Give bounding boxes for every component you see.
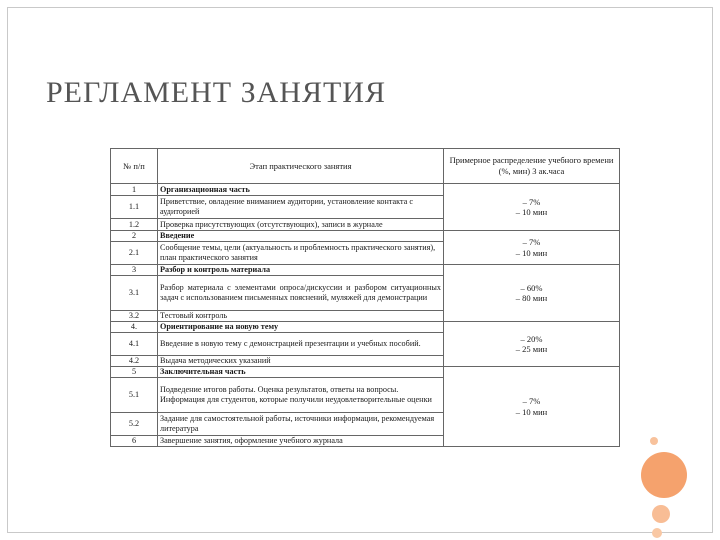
row-num: 5 <box>111 367 158 378</box>
row-num: 4.2 <box>111 356 158 367</box>
row-num: 2 <box>111 231 158 242</box>
row-stage: Выдача методических указаний <box>158 356 444 367</box>
table-row <box>111 184 620 196</box>
page-title: РЕГЛАМЕНТ ЗАНЯТИЯ <box>46 76 386 109</box>
time-percent: – 60% <box>520 282 543 293</box>
row-num: 6 <box>111 436 158 447</box>
row-num: 1.1 <box>111 196 158 219</box>
decor-circle-medium <box>652 505 670 523</box>
row-stage: Введение в новую тему с демонстрацией презентации и учебных пособий. <box>158 333 444 356</box>
decor-circle-small <box>652 528 662 538</box>
header-stage: Этап практического занятия <box>158 149 444 184</box>
time-cell <box>444 322 620 367</box>
decor-circle-large <box>641 452 687 498</box>
row-num: 1.2 <box>111 219 158 231</box>
row-num: 4.1 <box>111 333 158 356</box>
row-num: 5.1 <box>111 378 158 413</box>
header-time: Примерное распределение учебного времени (%, мин) 3 ак.часа <box>444 149 620 184</box>
decor-circle-tiny <box>650 437 658 445</box>
row-num: 3.2 <box>111 311 158 322</box>
time-minutes: – 25 мин <box>515 344 548 354</box>
table-row <box>111 367 620 378</box>
time-cell <box>444 265 620 322</box>
time-minutes: – 10 мин <box>515 207 548 217</box>
time-percent: – 7% <box>522 196 541 207</box>
row-num: 1 <box>111 184 158 196</box>
row-num: 4. <box>111 322 158 333</box>
time-cell <box>444 184 620 231</box>
time-minutes: – 10 мин <box>515 406 548 417</box>
row-num: 2.1 <box>111 242 158 265</box>
time-percent: – 20% <box>520 333 543 344</box>
row-stage: Подведение итогов работы. Оценка результатов, ответы на вопросы. Информация для студентов, которые получили неудовлетворительные оценки <box>158 378 444 413</box>
table-row <box>111 322 620 333</box>
table-row <box>111 231 620 242</box>
row-stage: Задание для самостоятельной работы, источники информации, рекомендуемая литература <box>158 413 444 436</box>
table-header-row <box>111 149 620 184</box>
time-minutes: – 80 мин <box>515 293 548 303</box>
row-num: 5.2 <box>111 413 158 436</box>
time-cell <box>444 367 620 447</box>
schedule-table <box>110 148 620 447</box>
row-stage: Введение <box>158 231 444 242</box>
row-stage: Разбор материала с элементами опроса/дискуссии и разбором ситуационных задач с использованием письменных пояснений, муляжей для демонстрации <box>158 276 444 311</box>
row-stage: Ориентирование на новую тему <box>158 322 444 333</box>
row-stage: Разбор и контроль материала <box>158 265 444 276</box>
row-stage: Проверка присутствующих (отсутствующих), записи в журнале <box>158 219 444 231</box>
table-row <box>111 265 620 276</box>
time-percent: – 7% <box>522 237 541 248</box>
row-stage: Сообщение темы, цели (актуальность и проблемность практического занятия), план практического занятия <box>158 242 444 265</box>
row-num: 3.1 <box>111 276 158 311</box>
time-minutes: – 10 мин <box>515 247 548 258</box>
time-cell <box>444 231 620 265</box>
row-stage: Заключительная часть <box>158 367 444 378</box>
row-stage: Тестовый контроль <box>158 311 444 322</box>
header-num: № п/п <box>111 149 158 184</box>
row-stage: Организационная часть <box>158 184 444 196</box>
row-stage: Приветствие, овладение вниманием аудитории, установление контакта с аудиторией <box>158 196 444 219</box>
row-num: 3 <box>111 265 158 276</box>
row-stage: Завершение занятия, оформление учебного журнала <box>158 436 444 447</box>
time-percent: – 7% <box>522 396 541 407</box>
